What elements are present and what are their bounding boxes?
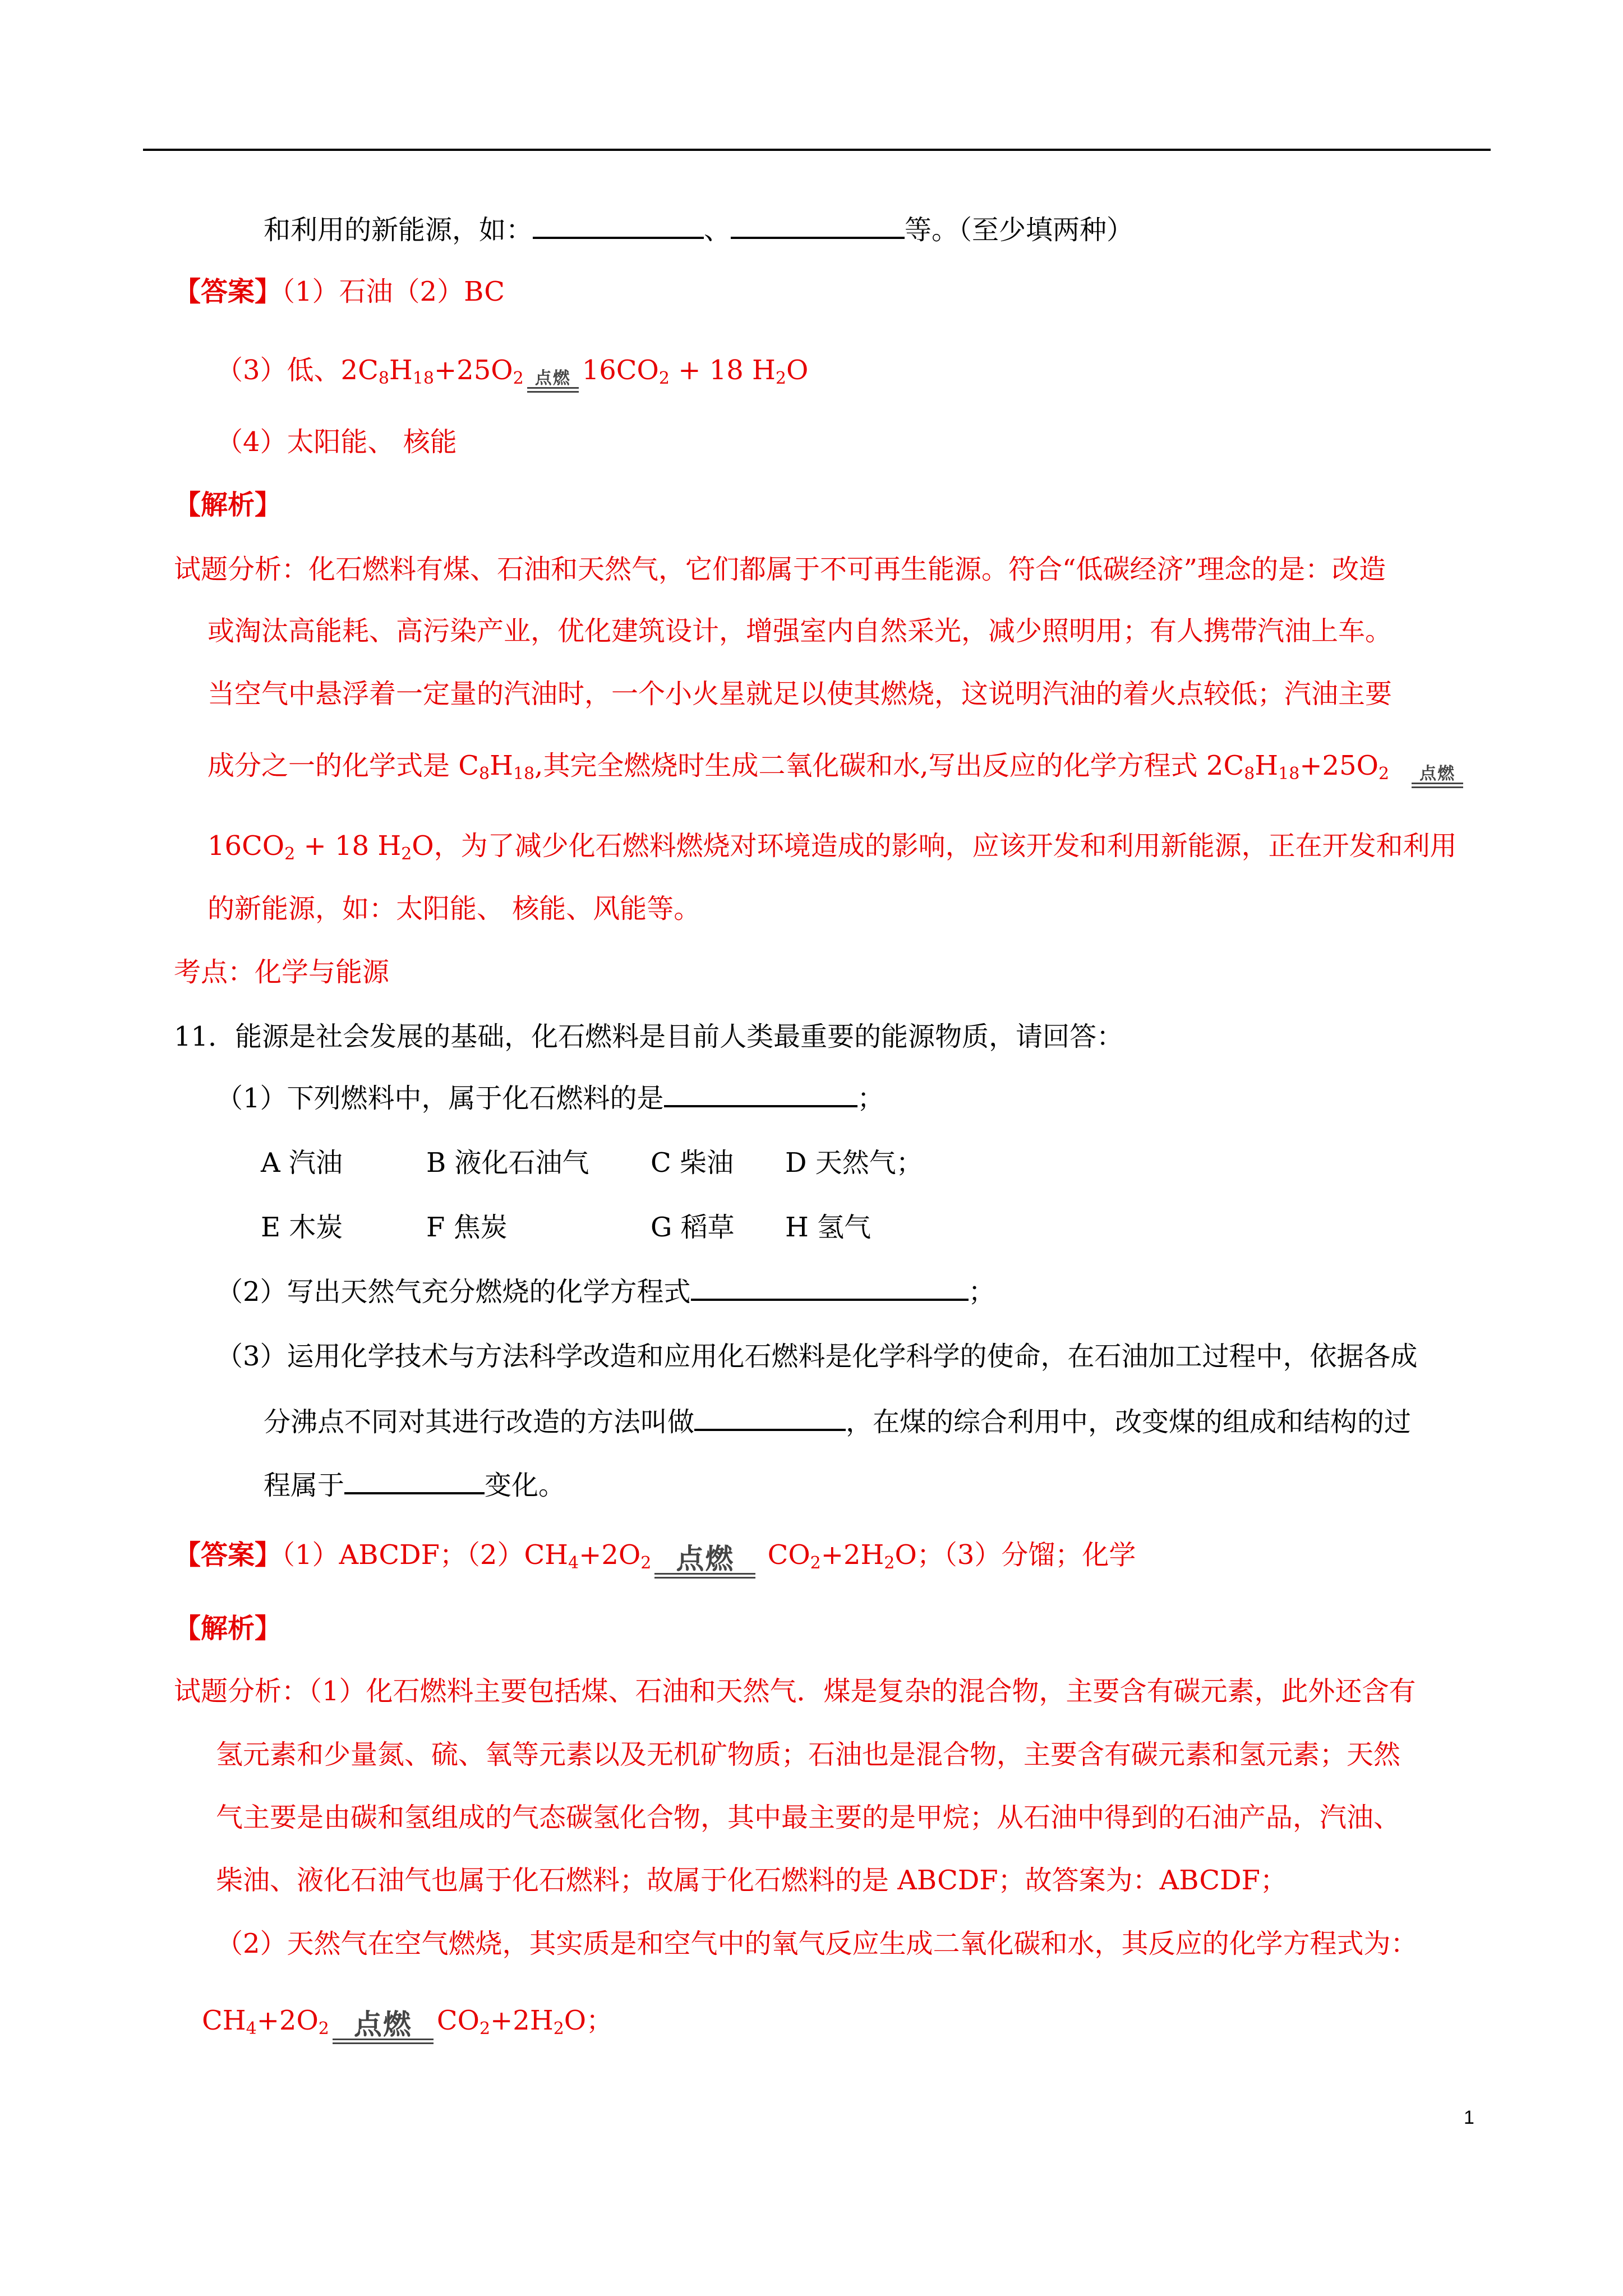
ignite-condition-icon: 点燃 xyxy=(527,370,579,393)
analysis-line: 当空气中悬浮着一定量的汽油时，一个小火星就足以使其燃烧，这说明汽油的着火点较低；汽油主要 xyxy=(208,678,1393,710)
ignite-condition-icon: 点燃 xyxy=(333,2010,434,2044)
option: A 汽油 xyxy=(261,1147,343,1179)
option: G 稻草 xyxy=(651,1212,735,1243)
question-part-3: 分沸点不同对其进行改造的方法叫做 ，在煤的综合利用中，改变煤的组成和结构的过 xyxy=(264,1406,1412,1438)
answer-line-3: （3）低、$2C_8H_{18}+25O_2$ 点燃 $16CO_2 + 18$ $H_2O$ xyxy=(216,353,808,393)
answer-blank[interactable] xyxy=(664,1083,857,1107)
analysis-line: $16CO_2 + 18$ $H_2O$，为了减少化石燃料燃烧对环境造成的影响，应该开发和利用新能源，正在开发和利用 xyxy=(208,830,1457,864)
question-part-3: （3）运用化学技术与方法科学改造和应用化石燃料是化学科学的使命，在石油加工过程中，依据各成 xyxy=(216,1341,1418,1372)
analysis-tag: 【解析】 xyxy=(174,1613,282,1644)
question-part-1: （1）下列燃料中，属于化石燃料的是 ； xyxy=(216,1083,884,1114)
answer-blank[interactable] xyxy=(344,1470,485,1494)
option: D 天然气； xyxy=(785,1147,923,1179)
analysis-tag: 【解析】 xyxy=(174,489,282,521)
option: B 液化石油气 xyxy=(426,1147,589,1179)
question-part-2: （2）写出天然气充分燃烧的化学方程式 ； xyxy=(216,1276,995,1308)
option: F 焦炭 xyxy=(426,1212,508,1243)
analysis-line: 试题分析：（1）化石燃料主要包括煤、石油和天然气．煤是复杂的混合物，主要含有碳元素，此外还含有 xyxy=(174,1676,1416,1707)
question-part-3: 程属于 变化。 xyxy=(264,1470,566,1501)
analysis-line: （2）天然气在空气燃烧，其实质是和空气中的氧气反应生成二氧化碳和水，其反应的化学方程式为： xyxy=(216,1928,1418,1959)
answer-blank[interactable] xyxy=(731,214,905,239)
answer-line-1: 【答案】（1）石油（2）BC xyxy=(174,276,505,307)
analysis-line: 或淘汰高能耗、高污染产业，优化建筑设计，增强室内自然采光，减少照明用；有人携带汽油上车。 xyxy=(208,615,1393,647)
answer-line: 【答案】（1）ABCDF；$(2)CH_4+2O_2$ 点燃 $CO_2+2H_2O$；（3）分馏；化学 xyxy=(174,1538,1136,1579)
option: C 柴油 xyxy=(651,1147,734,1179)
analysis-line: 气主要是由碳和氢组成的气态碳氢化合物，其中最主要的是甲烷；从石油中得到的石油产品，汽油、 xyxy=(216,1802,1401,1833)
analysis-line: 试题分析：化石燃料有煤、石油和天然气，它们都属于不可再生能源。符合“低碳经济”理念的是：改造 xyxy=(174,554,1386,585)
header-rule xyxy=(143,149,1491,151)
answer-blank[interactable] xyxy=(694,1406,846,1431)
option: E 木炭 xyxy=(261,1212,343,1243)
question-tail: 和利用的新能源，如： 、 等。（至少填两种） xyxy=(264,214,1134,246)
equation-line: $CH_4+2O_2$ 点燃 $CO_2+2H_2O$； xyxy=(202,2004,613,2044)
analysis-line: 氢元素和少量氮、硫、氧等元素以及无机矿物质；石油也是混合物，主要含有碳元素和氢元素；天然 xyxy=(216,1739,1401,1770)
answer-blank[interactable] xyxy=(533,214,704,239)
analysis-line: 成分之一的化学式是 $C_8H_{18}$,其完全燃烧时生成二氧化碳和水,写出反应的化学方程式 $2C_8H_{18}+25O_2$ 点燃 xyxy=(208,749,1467,788)
answer-line-4: （4）太阳能、 核能 xyxy=(216,426,457,458)
page-number: 1 xyxy=(1464,2107,1474,2128)
analysis-line: 的新能源，如：太阳能、 核能、风能等。 xyxy=(208,893,701,924)
kaodian: 考点：化学与能源 xyxy=(174,956,390,988)
ignite-condition-icon: 点燃 xyxy=(1412,766,1463,788)
ignite-condition-icon: 点燃 xyxy=(654,1545,755,1579)
answer-blank[interactable] xyxy=(691,1276,969,1301)
option: H 氢气 xyxy=(785,1212,872,1243)
analysis-line: 柴油、液化石油气也属于化石燃料；故属于化石燃料的是 ABCDF；故答案为：ABCDF； xyxy=(216,1865,1287,1896)
question-stem: 11．能源是社会发展的基础，化石燃料是目前人类最重要的能源物质，请回答： xyxy=(174,1021,1124,1052)
